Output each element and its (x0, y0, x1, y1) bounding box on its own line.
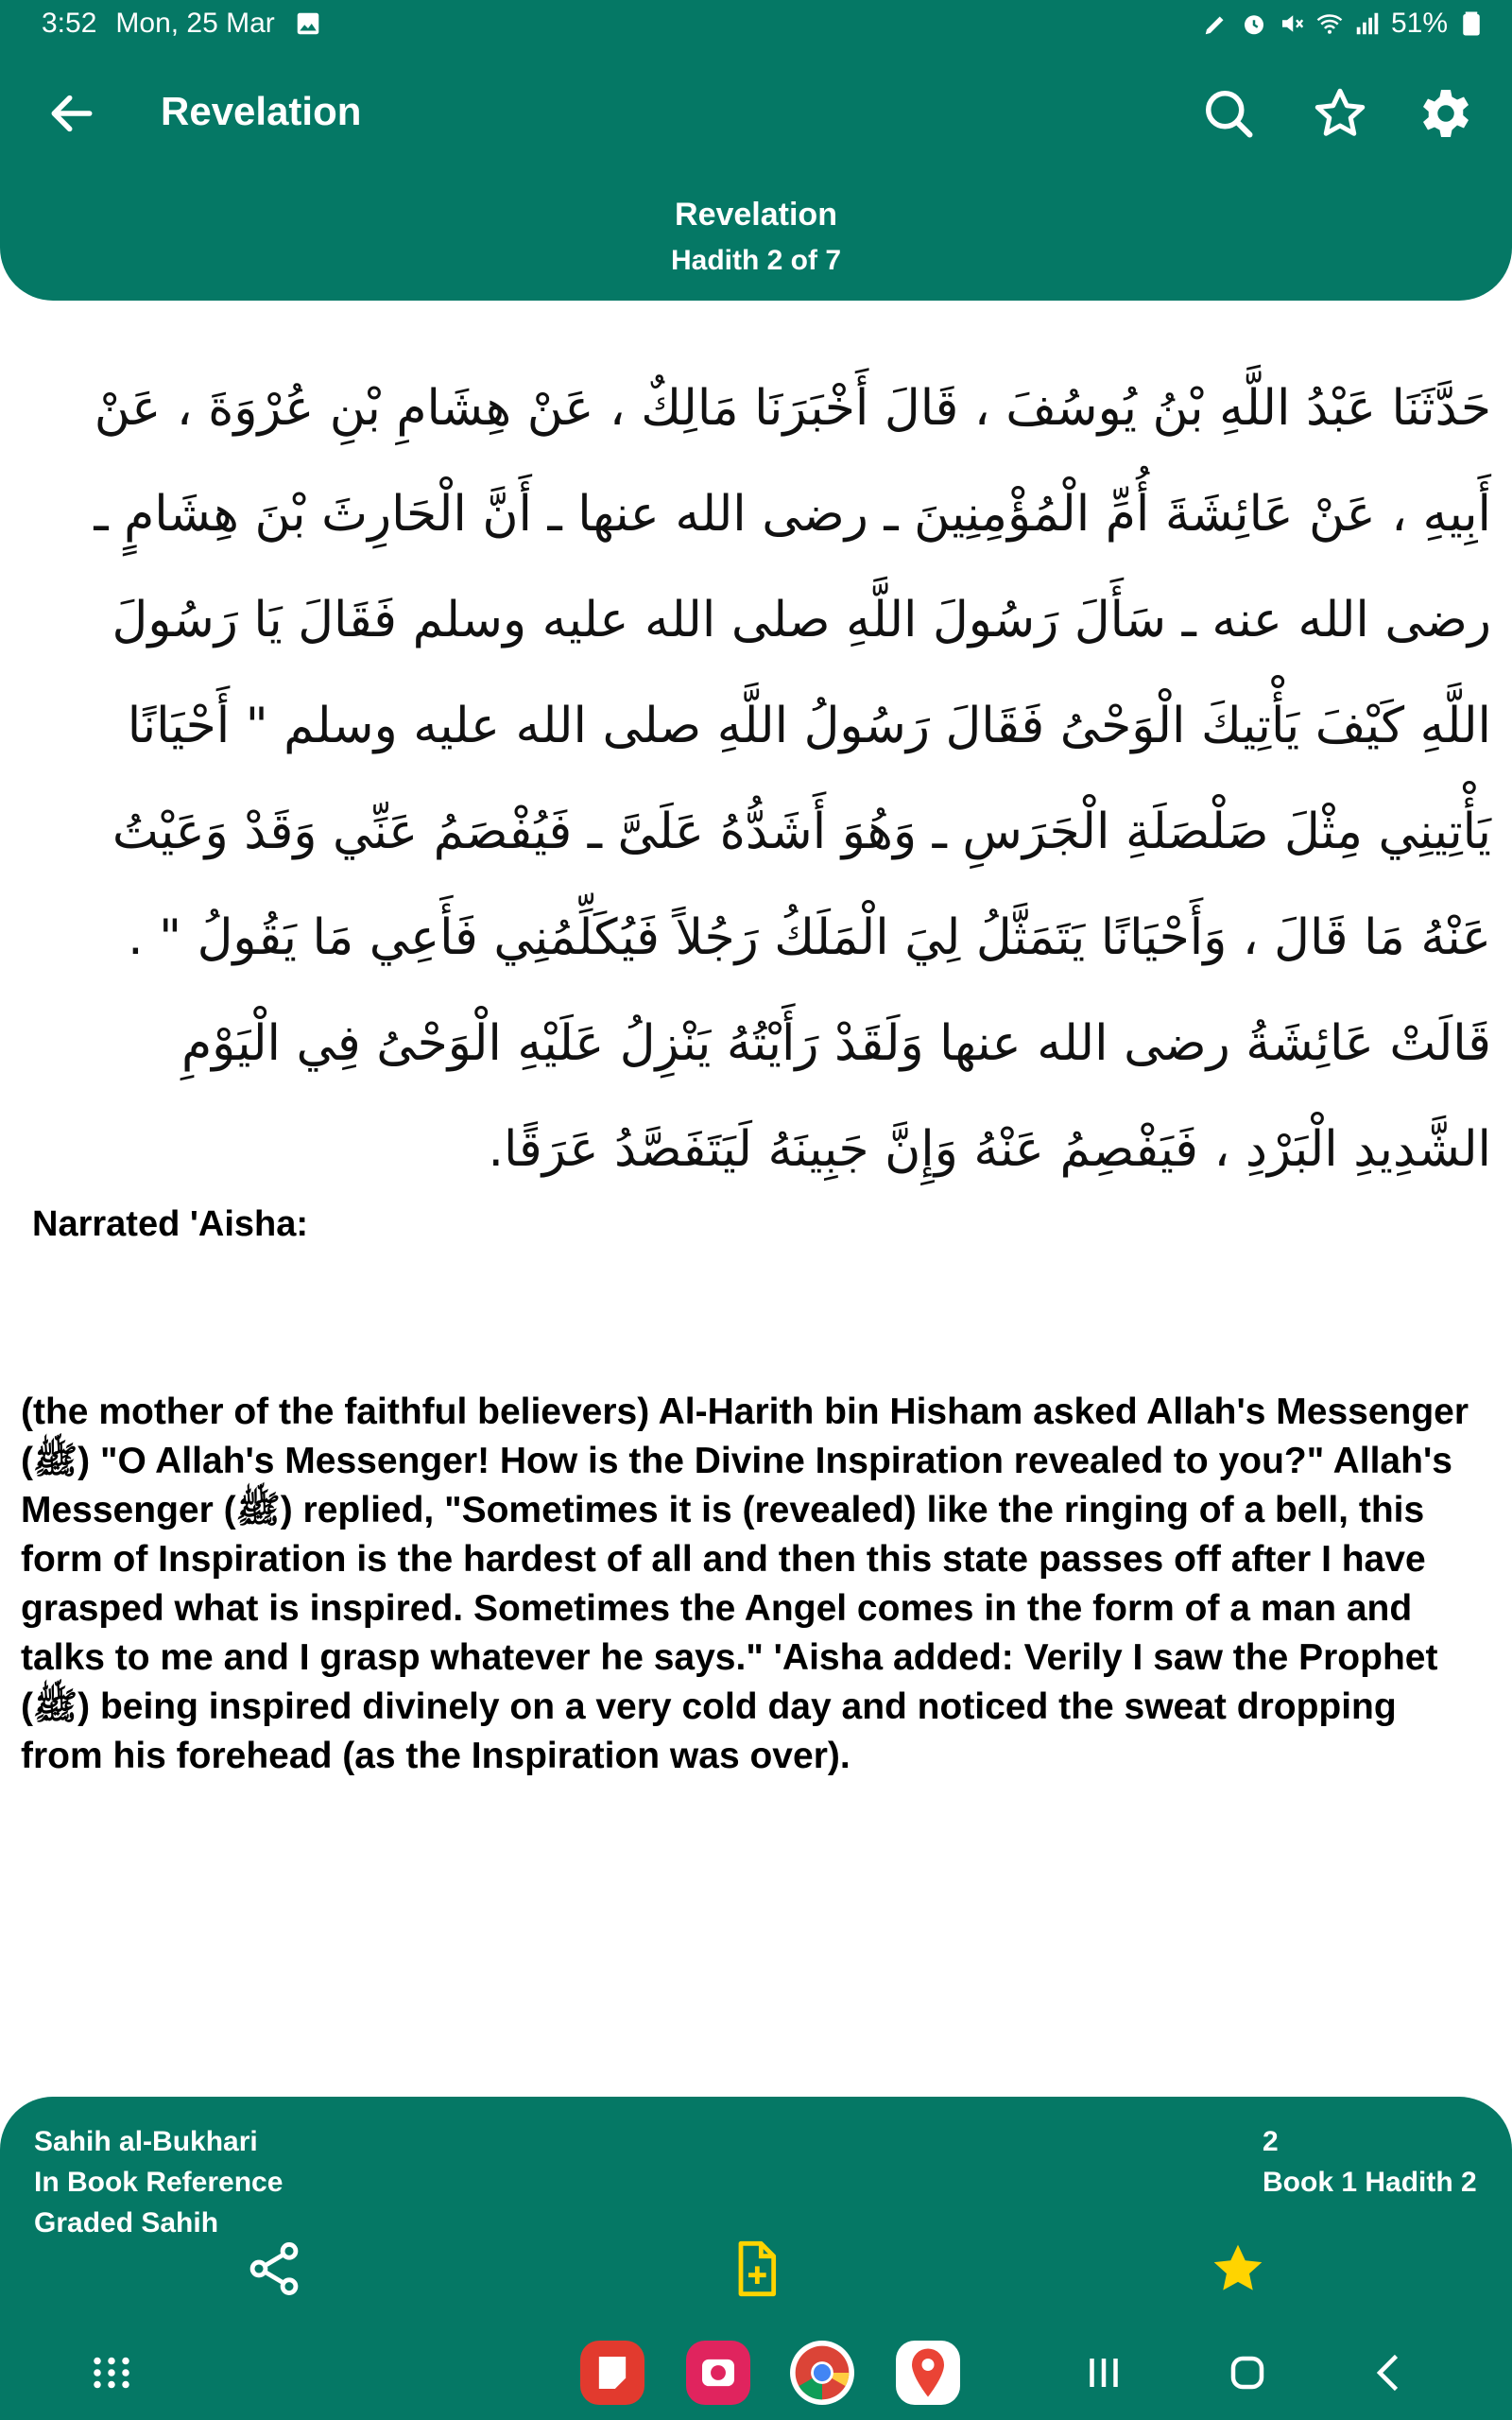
page-title: Revelation (161, 89, 362, 133)
file-plus-icon[interactable] (726, 2238, 786, 2299)
star-outline-icon[interactable] (1312, 85, 1368, 142)
honorific: ﷺ (33, 1686, 78, 1727)
grade-label: Graded Sahih (34, 2207, 219, 2238)
english-text-part: ) replied, "Sometimes it is (revealed) like the ringing of a bell, this form of Inspiration is the hardest of all and then this state passes off after I have grasped what is inspired. Sometimes the Angel comes in the form of a man and talks to me and I grasp whatever he says." 'Aisha added: Verily I saw the Prophet ( (21, 1490, 1438, 1727)
search-icon[interactable] (1200, 85, 1257, 142)
english-text-part: ) being inspired divinely on a very cold day and noticed the sweat dropping from his forehead (as the Inspiration was over). (21, 1686, 1397, 1776)
star-filled-icon[interactable] (1208, 2238, 1268, 2299)
mute-icon (1278, 9, 1306, 38)
honorific: ﷺ (33, 1441, 78, 1481)
reference-value: Book 1 Hadith 2 (1263, 2167, 1477, 2198)
recent-apps-icon[interactable] (1075, 2344, 1132, 2401)
gear-icon[interactable] (1418, 85, 1474, 142)
collection-name: Sahih al-Bukhari (34, 2126, 258, 2157)
hadith-position: Hadith 2 of 7 (670, 245, 841, 276)
app-drawer-icon[interactable] (83, 2344, 140, 2401)
battery-percent: 51% (1390, 8, 1448, 39)
arabic-text: حَدَّثَنَا عَبْدُ اللَّهِ بْنُ يُوسُفَ ، قَالَ أَخْبَرَنَا مَالِكٌ ، عَنْ هِشَامِ بْنِ عُرْوَةَ ، عَنْ أَبِيهِ ، عَنْ عَائِشَةَ أُمِّ الْمُؤْمِنِينَ ـ رضى الله عنها ـ أَنَّ الْحَارِثَ بْنَ هِشَامٍ ـ رضى الله عنه ـ سَأَلَ رَسُولَ اللَّهِ صلى الله عليه وسلم فَقَالَ يَا رَسُولَ اللَّهِ كَيْفَ يَأْتِيكَ الْوَحْىُ فَقَالَ رَسُولُ اللَّهِ صلى الله عليه وسلم " أَحْيَانًا يَأْتِينِي مِثْلَ صَلْصَلَةِ الْجَرَسِ ـ وَهُوَ أَشَدُّهُ عَلَىَّ ـ فَيُفْصَمُ عَنِّي وَقَدْ وَعَيْتُ عَنْهُ مَا قَالَ ، وَأَحْيَانًا يَتَمَثَّلُ لِيَ الْمَلَكُ رَجُلاً فَيُكَلِّمُنِي فَأَعِي مَا يَقُولُ " . قَالَتْ عَائِشَةُ رضى الله عنها وَلَقَدْ رَأَيْتُهُ يَنْزِلُ عَلَيْهِ الْوَحْىُ فِي الْيَوْمِ الشَّدِيدِ الْبَرْدِ ، فَيَفْصِمُ عَنْهُ وَإِنَّ جَبِينَهُ لَيَتَفَصَّدُ عَرَقًا. (94, 380, 1491, 1178)
signal-icon (1353, 9, 1382, 38)
narrator: Narrated 'Aisha: (32, 1204, 309, 1244)
status-date: Mon, 25 Mar (115, 8, 275, 39)
home-icon[interactable] (1219, 2344, 1276, 2401)
hadith-number: 2 (1263, 2126, 1279, 2157)
status-bar (0, 0, 1512, 49)
back-nav-icon[interactable] (1361, 2344, 1418, 2401)
app-bar (0, 66, 1512, 161)
footer (0, 2097, 1512, 2324)
alarm-icon (1240, 9, 1268, 38)
header (0, 0, 1512, 301)
english-text (21, 1388, 1486, 1781)
chapter-title: Revelation (675, 197, 837, 233)
chrome-app-icon[interactable] (790, 2341, 854, 2405)
english-text-part: ) "O Allah's Messenger! How is the Divine Inspiration revealed to you?" Allah's Messenger ( (21, 1441, 1452, 1530)
footer-info (34, 2121, 283, 2243)
footer-reference (1263, 2121, 1477, 2203)
maps-app-icon[interactable] (896, 2341, 960, 2405)
subheader (0, 197, 1512, 277)
system-navigation-bar (0, 2324, 1512, 2420)
notes-app-icon[interactable] (580, 2341, 644, 2405)
honorific: ﷺ (235, 1490, 281, 1530)
camera-app-icon[interactable] (686, 2341, 750, 2405)
status-time: 3:52 (42, 8, 97, 39)
back-arrow-icon[interactable] (45, 87, 98, 140)
pen-icon (1202, 9, 1230, 38)
gallery-notification-icon (294, 9, 322, 38)
battery-icon (1457, 9, 1486, 38)
reference-label: In Book Reference (34, 2167, 284, 2198)
wifi-icon (1315, 9, 1344, 38)
english-text-part: (the mother of the faithful believers) Al-Harith bin Hisham asked Allah's Messenger ( (21, 1392, 1469, 1481)
share-icon[interactable] (244, 2238, 304, 2299)
